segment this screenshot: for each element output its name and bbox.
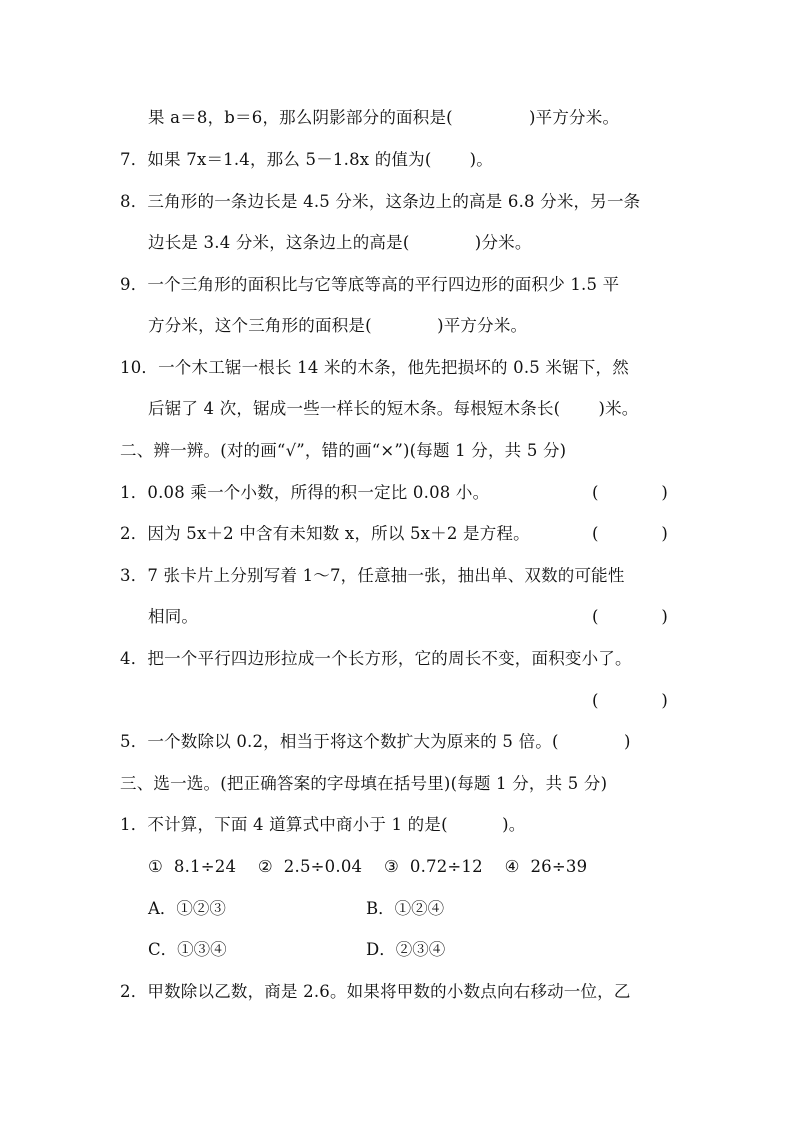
section-3-heading: 三、选一选。(把正确答案的字母填在括号里)(每题 1 分，共 5 分) <box>120 774 608 793</box>
option-a: A．①②③ <box>148 899 226 918</box>
judge-answer-paren-4: ( ) <box>592 691 668 710</box>
option-c: C．①③④ <box>148 940 227 959</box>
choice-question-2: 2．甲数除以乙数，商是 2.6。如果将甲数的小数点向右移动一位，乙 <box>120 982 631 1001</box>
judge-question-3: 3．7 张卡片上分别写着 1～7，任意抽一张，抽出单、双数的可能性 <box>120 566 625 585</box>
choice-question-1-expressions: ① 8.1÷24 ② 2.5÷0.04 ③ 0.72÷12 ④ 26÷39 <box>148 857 588 876</box>
judge-question-3-continued: 相同。 <box>148 607 199 626</box>
question-10: 10．一个木工锯一根长 14 米的木条，他先把损坏的 0.5 米锯下，然 <box>120 358 629 377</box>
question-10-continued: 后锯了 4 次，锯成一些一样长的短木条。每根短木条长( )米。 <box>148 399 639 418</box>
option-d: D．②③④ <box>366 940 446 959</box>
question-6-continued: 果 a＝8，b＝6，那么阴影部分的面积是( )平方分米。 <box>148 108 620 127</box>
choice-question-1: 1．不计算，下面 4 道算式中商小于 1 的是( )。 <box>120 815 526 834</box>
section-2-heading: 二、辨一辨。(对的画“√”，错的画“×”)(每题 1 分，共 5 分) <box>120 441 567 460</box>
question-7: 7．如果 7x＝1.4，那么 5－1.8x 的值为( )。 <box>120 150 493 169</box>
judge-question-1: 1．0.08 乘一个小数，所得的积一定比 0.08 小。 <box>120 483 490 502</box>
judge-question-4: 4．把一个平行四边形拉成一个长方形，它的周长不变，面积变小了。 <box>120 649 632 668</box>
judge-question-5: 5．一个数除以 0.2，相当于将这个数扩大为原来的 5 倍。( ) <box>120 732 631 751</box>
question-9: 9．一个三角形的面积比与它等底等高的平行四边形的面积少 1.5 平 <box>120 275 620 294</box>
judge-question-2: 2．因为 5x＋2 中含有未知数 x，所以 5x＋2 是方程。 <box>120 524 530 543</box>
option-b: B．①②④ <box>366 899 445 918</box>
judge-answer-paren-3: ( ) <box>592 607 668 626</box>
question-8-continued: 边长是 3.4 分米，这条边上的高是( )分米。 <box>148 233 532 252</box>
judge-answer-paren-1: ( ) <box>592 483 668 502</box>
question-8: 8．三角形的一条边长是 4.5 分米，这条边上的高是 6.8 分米，另一条 <box>120 192 641 211</box>
judge-answer-paren-2: ( ) <box>592 524 668 543</box>
question-9-continued: 方分米，这个三角形的面积是( )平方分米。 <box>148 316 528 335</box>
